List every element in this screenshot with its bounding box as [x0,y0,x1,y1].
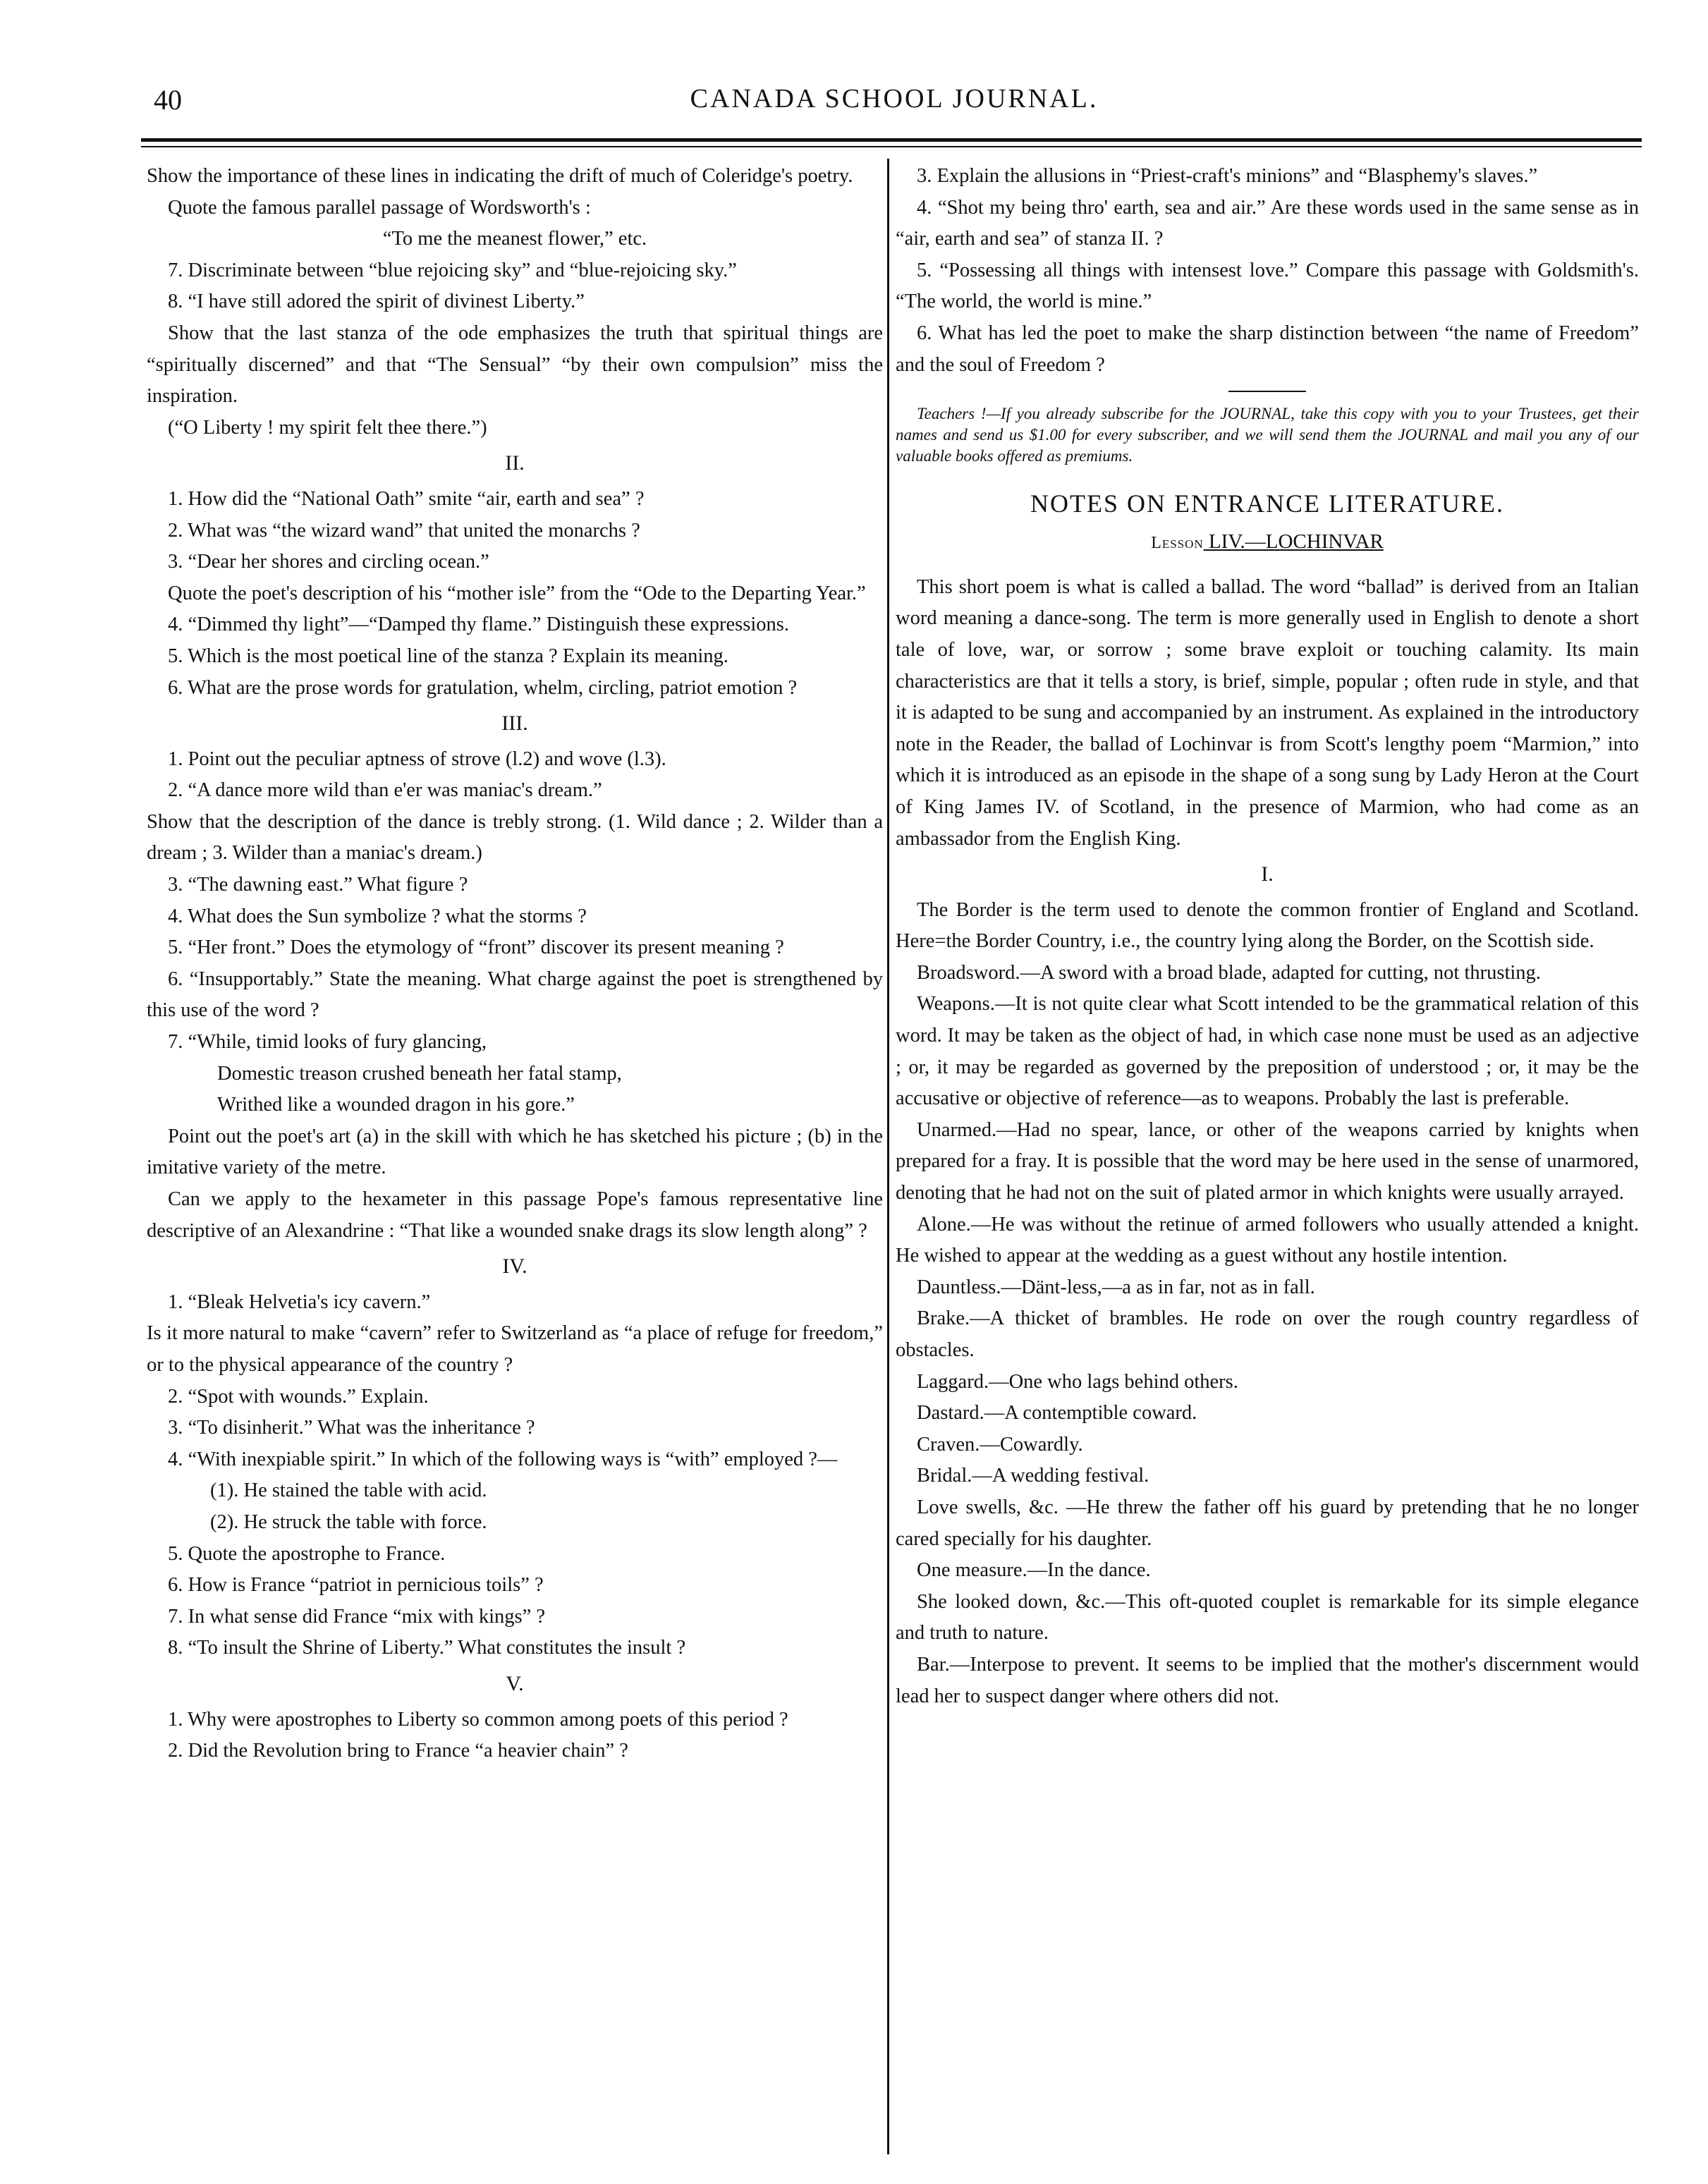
article-title: NOTES ON ENTRANCE LITERATURE. [1030,489,1504,518]
paragraph: 3. “To disinherit.” What was the inheritance ? [168,1417,535,1439]
paragraph: Laggard.—One who lags behind others. [917,1370,1238,1393]
journal-title: CANADA SCHOOL JOURNAL. [690,84,1099,114]
paragraph: This short poem is what is called a ballad. The word “ballad” is derived from an Italian word meaning a dance-song. The term is more generally used in English to denote a short tale of love, war, or sorrow ; some brave exploit or touching calamity. Its main characteristics are that it tells a story, is brief, simple, popular ; often rude in style, and that it is adapted to be sung and accompanied by an instrument. As explained in the introductory note in the Reader, the ballad of Lochinvar is from Scott's lengthy poem “Marmion,” into which it is introduced as an episode in the shape of a song sung by Lady Heron at the Court of King James IV. of Scotland, in the presence of Marmion, who had come as an ambassador from the English King. [896,575,1639,850]
paragraph: 6. “Insupportably.” State the meaning. What charge against the poet is strengthened by this use of the word ? [147,968,883,1022]
paragraph: Broadsword.—A sword with a broad blade, adapted for cutting, not thrusting. [917,961,1541,984]
paragraph: 3. “The dawning east.” What figure ? [168,874,468,896]
paragraph: 2. Did the Revolution bring to France “a heavier chain” ? [168,1740,628,1762]
subscription-notice: Teachers !—If you already subscribe for the JOURNAL, take this copy with you to your Trustees, get their names and send us $1.00 for every subscriber, and we will send them the JOURNAL and mail you any of our valuable books offered as premiums. [896,405,1639,465]
paragraph: Dauntless.—Dänt-less,—a as in far, not as in fall. [917,1276,1315,1298]
paragraph: 2. What was “the wizard wand” that united the monarchs ? [168,519,640,542]
section-number: I. [1261,862,1274,886]
paragraph: 4. “Shot my being thro' earth, sea and air.” Are these words used in the same sense as in “air, earth and sea” of stanza II. ? [896,196,1639,250]
paragraph: 7. In what sense did France “mix with kings” ? [168,1605,546,1628]
paragraph: “To me the meanest flower,” etc. [382,228,647,250]
paragraph: 8. “To insult the Shrine of Liberty.” What constitutes the insult ? [168,1637,686,1659]
paragraph: Writhed like a wounded dragon in his gore.” [217,1094,575,1116]
paragraph: Show that the last stanza of the ode emphasizes the truth that spiritual things are “spiritually discerned” and that “The Sensual” “by their own compulsion” miss the inspiration. [147,322,883,408]
paragraph: 6. What has led the poet to make the sharp distinction between “the name of Freedom” and the soul of Freedom ? [896,322,1639,376]
right-column [896,161,1639,1712]
paragraph: Point out the poet's art (a) in the skill with which he has sketched his picture ; (b) in the imitative variety of the metre. [147,1125,883,1179]
lesson-title: LIV.—LOCHINVAR [1203,530,1384,554]
lesson-prefix: Lesson [1151,534,1204,553]
paragraph: 1. “Bleak Helvetia's icy cavern.” [168,1291,431,1313]
paragraph: She looked down, &c.—This oft-quoted couplet is remarkable for its simple elegance and truth to nature. [896,1590,1639,1645]
paragraph: Domestic treason crushed beneath her fatal stamp, [217,1062,622,1085]
paragraph: (“O Liberty ! my spirit felt thee there.”) [168,416,487,439]
paragraph: 7. Discriminate between “blue rejoicing sky” and “blue-rejoicing sky.” [168,259,737,281]
lesson-heading [896,526,1639,559]
page-number: 40 [154,84,182,116]
paragraph: 8. “I have still adored the spirit of divinest Liberty.” [168,291,585,313]
paragraph: 3. Explain the allusions in “Priest-craft's minions” and “Blasphemy's slaves.” [917,165,1538,187]
paragraph: One measure.—In the dance. [917,1559,1151,1582]
paragraph: Is it more natural to make “cavern” refer to Switzerland as “a place of refuge for freedom,” or to the physical appearance of the country ? [147,1322,883,1376]
paragraph: The Border is the term used to denote the common frontier of England and Scotland. Here=the Border Country, i.e., the country lying along the Border, on the Scottish side. [896,898,1639,953]
paragraph: 2. “Spot with wounds.” Explain. [168,1385,429,1408]
page-header [154,83,1635,126]
section-number: V. [506,1671,524,1695]
paragraph: (1). He stained the table with acid. [210,1480,487,1502]
paragraph: 7. “While, timid looks of fury glancing, [168,1031,487,1054]
paragraph: 5. Which is the most poetical line of the stanza ? Explain its meaning. [168,645,728,667]
paragraph: 1. Point out the peculiar aptness of strove (l.2) and wove (l.3). [168,748,666,770]
paragraph: 1. Why were apostrophes to Liberty so common among poets of this period ? [168,1708,788,1731]
paragraph: 5. Quote the apostrophe to France. [168,1542,446,1565]
paragraph: Show that the description of the dance is trebly strong. (1. Wild dance ; 2. Wilder than a dream ; 3. Wilder than a maniac's dream.) [147,810,883,865]
paragraph: Weapons.—It is not quite clear what Scott intended to be the grammatical relation of this word. It may be taken as the object of had, in which case none must be used as an adjective ; or, it may be regarded as governed by the preposition of understood ; or, it may be the accusative or objective of reference—as to weapons. Probably the last is preferable. [896,993,1639,1110]
paragraph: 4. “Dimmed thy light”—“Damped thy flame.” Distinguish these expressions. [168,614,789,636]
header-rule-thin [141,146,1642,147]
paragraph: 5. “Possessing all things with intensest love.” Compare this passage with Goldsmith's. “The world, the world is mine.” [896,259,1639,313]
paragraph: 4. What does the Sun symbolize ? what the storms ? [168,905,587,927]
paragraph: 1. How did the “National Oath” smite “air, earth and sea” ? [168,487,645,510]
paragraph: 6. How is France “patriot in pernicious toils” ? [168,1574,544,1597]
column-divider [887,159,889,2154]
paragraph: Unarmed.—Had no spear, lance, or other of the weapons carried by knights when prepared for a fray. It is possible that the word may be here used in the sense of unarmored, denoting that he had not on the suit of plated armor in which knights were usually arrayed. [896,1118,1639,1204]
paragraph: Can we apply to the hexameter in this passage Pope's famous representative line descriptive of an Alexandrine : “That like a wounded snake drags its slow length along” ? [147,1188,883,1242]
paragraph: 4. “With inexpiable spirit.” In which of the following ways is “with” employed ?— [168,1448,838,1470]
left-column [147,161,883,1767]
section-number: II. [505,451,525,475]
section-divider [1228,391,1306,392]
paragraph: Brake.—A thicket of brambles. He rode on over the rough country regardless of obstacles. [896,1307,1639,1361]
section-number: IV. [502,1255,527,1279]
paragraph: Bridal.—A wedding festival. [917,1465,1149,1487]
paragraph: Dastard.—A contemptible coward. [917,1402,1197,1425]
paragraph: 5. “Her front.” Does the etymology of “front” discover its present meaning ? [168,937,784,959]
paragraph: Quote the poet's description of his “mother isle” from the “Ode to the Departing Year.” [168,582,866,604]
paragraph: Love swells, &c. —He threw the father off his guard by pretending that he no longer cared specially for his daughter. [896,1496,1639,1550]
paragraph: 3. “Dear her shores and circling ocean.” [168,551,489,573]
paragraph: Quote the famous parallel passage of Wordsworth's : [168,196,591,219]
paragraph: Craven.—Cowardly. [917,1433,1083,1456]
paragraph: Show the importance of these lines in indicating the drift of much of Coleridge's poetry. [147,165,853,187]
paragraph: Bar.—Interpose to prevent. It seems to be implied that the mother's discernment would lead her to suspect danger where others did not. [896,1653,1639,1707]
header-rule-thick [141,138,1642,142]
paragraph: 2. “A dance more wild than e'er was maniac's dream.” [168,779,602,802]
paragraph: Alone.—He was without the retinue of armed followers who usually attended a knight. He wished to appear at the wedding as a guest without any hostile intention. [896,1213,1639,1267]
section-number: III. [501,712,528,736]
paragraph: 6. What are the prose words for gratulation, whelm, circling, patriot emotion ? [168,676,798,699]
paragraph: (2). He struck the table with force. [210,1511,487,1533]
